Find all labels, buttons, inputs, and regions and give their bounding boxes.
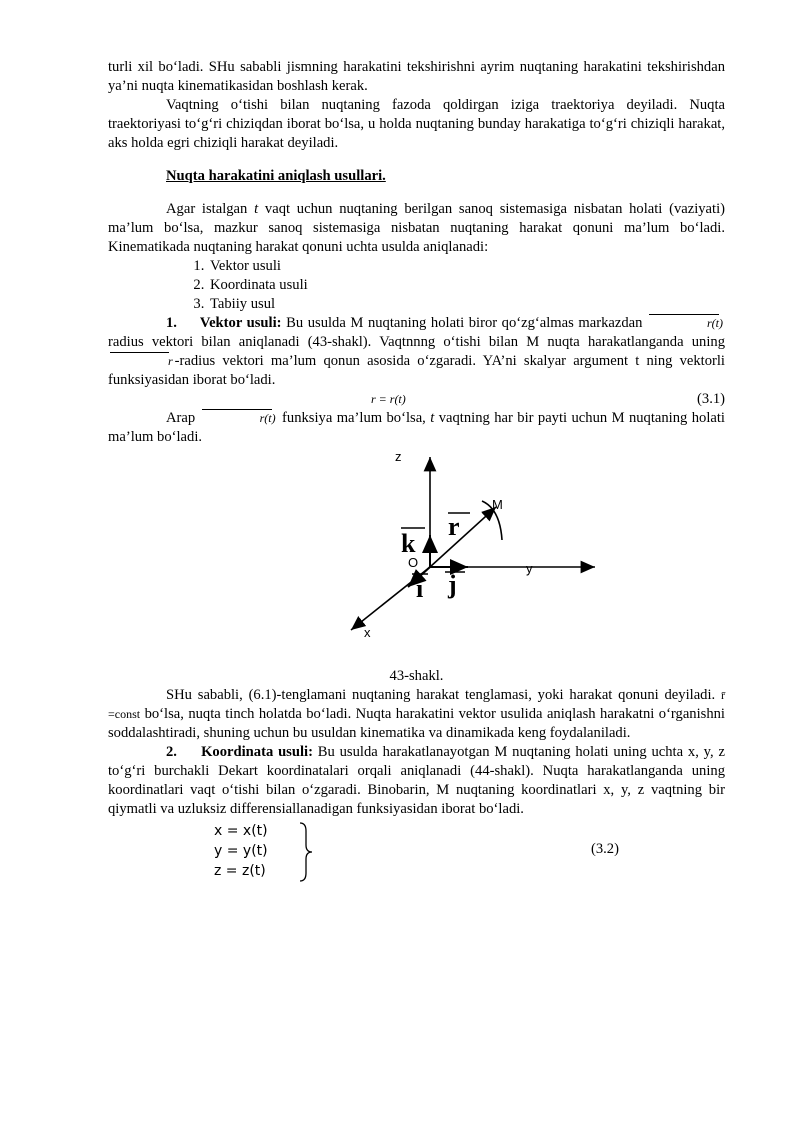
equation-z: z = z(t) [214, 863, 266, 879]
vector-r: r [108, 352, 175, 371]
paragraph-2: Vaqtning o‘tishi bilan nuqtaning fazoda qoldirgan iziga traektoriya deyiladi. Nuqta traektoriyasi to‘g‘ri chiziqdan iborat bo‘lsa, u holda nuqtaning bunday harakatiga to‘g‘ri chiziqli harakat, aks holda egri chiziqli harakat deyiladi. [108, 97, 725, 151]
intro-paragraph: Agar istalgan t vaqt uchun nuqtaning berilgan sanoq sistemasiga nisbatan holati (vaziyati) ma’lum bo‘lsa, mazkur sanoq sistemasiga nisbatan nuqtaning harakat qonuni ma’lum bo‘ladi. Kinematikada nuqtaning harakat qonuni uchta usulda aniqlanadi: [108, 201, 726, 255]
vector-method-conclusion: Arap r(t) funksiya ma’lum bo‘lsa, t vaqtning har bir payti uchun M nuqtaning holati ma’lum bo‘ladi. [108, 410, 725, 445]
point-m-label: M [492, 497, 503, 512]
equation-3-1: r = r(t) (3.1) [371, 391, 725, 407]
after-figure-paragraph: SHu sababli, (6.1)-tenglamani nuqtaning harakat tenglamasi, yoki harakat qonuni deyiladi. r̄ =const bo‘lsa, nuqta tinch holatda bo‘ladi. Nuqta harakatini vektor usulida aniqlash harakatni o‘rganishni soddalashtiradi, shuning uchun bu usuldan kinematika va dinamikada keng foydalaniladi. [108, 687, 725, 741]
origin-label: O [408, 555, 419, 570]
vector-method-paragraph: 1. Vektor usuli: Bu usulda M nuqtaning holati biror qo‘zg‘almas markazdan r(t) radius vektori bilan aniqlanadi (43-shakl). Vaqtnnng o‘tishi bilan M nuqta harakatlanganda uning r -radius vektori ma’lum qonun asosida o‘zgaradi. YA’ni skalyar argument t ning vektorli funksiyasidan iborat bo‘ladi. [108, 315, 725, 388]
list-item: 3. Tabiiy usul [208, 295, 725, 314]
figure-43 [108, 447, 725, 661]
section-heading: Nuqta harakatini aniqlash usullari. [166, 168, 386, 184]
text-body [108, 58, 725, 883]
z-label: z [395, 449, 402, 464]
j-label: j [448, 570, 457, 599]
equation-y: y = y(t) [214, 843, 268, 859]
vector-rt: r(t) [647, 314, 725, 333]
right-brace-icon [298, 821, 314, 883]
coordinate-method-paragraph: 2. Koordinata usuli: Bu usulda harakatlanayotgan M nuqtaning holati uning uchta x, y, z to‘g‘ri burchakli Dekart koordinatalari orqali aniqlanadi (44-shakl). Nuqta harakatlanganda uning koordinatlari vaqt o‘tishi bilan o‘zgaradi. Binobarin, M nuqtaning koordinatlari x, y, z vaqtning bir qiymatli va uzluksiz differensiallanadigan funksiyasidan iborat bo‘ladi. [108, 744, 725, 817]
equation-x: x = x(t) [214, 823, 268, 839]
list-item: 1. Vektor usuli [208, 257, 725, 276]
figure-caption: 43-shakl. [389, 668, 444, 684]
r-label: r [448, 512, 460, 541]
equation-number: (3.2) [591, 841, 619, 857]
list-item: 2. Koordinata usuli [208, 276, 725, 295]
equation-system-3-2 [108, 821, 725, 883]
paragraph-1: turli xil bo‘ladi. SHu sababli jismning harakatini tekshirishni ayrim nuqtaning harakatini tekshirishdan ya’ni nuqta kinematikasidan boshlash kerak. [108, 59, 725, 94]
methods-list [108, 257, 725, 314]
y-label: y [526, 561, 533, 576]
r-vector [430, 507, 496, 567]
i-label: i [416, 574, 424, 603]
x-label: x [364, 625, 371, 640]
k-label: k [401, 529, 416, 558]
coordinate-axes-diagram [108, 447, 725, 661]
